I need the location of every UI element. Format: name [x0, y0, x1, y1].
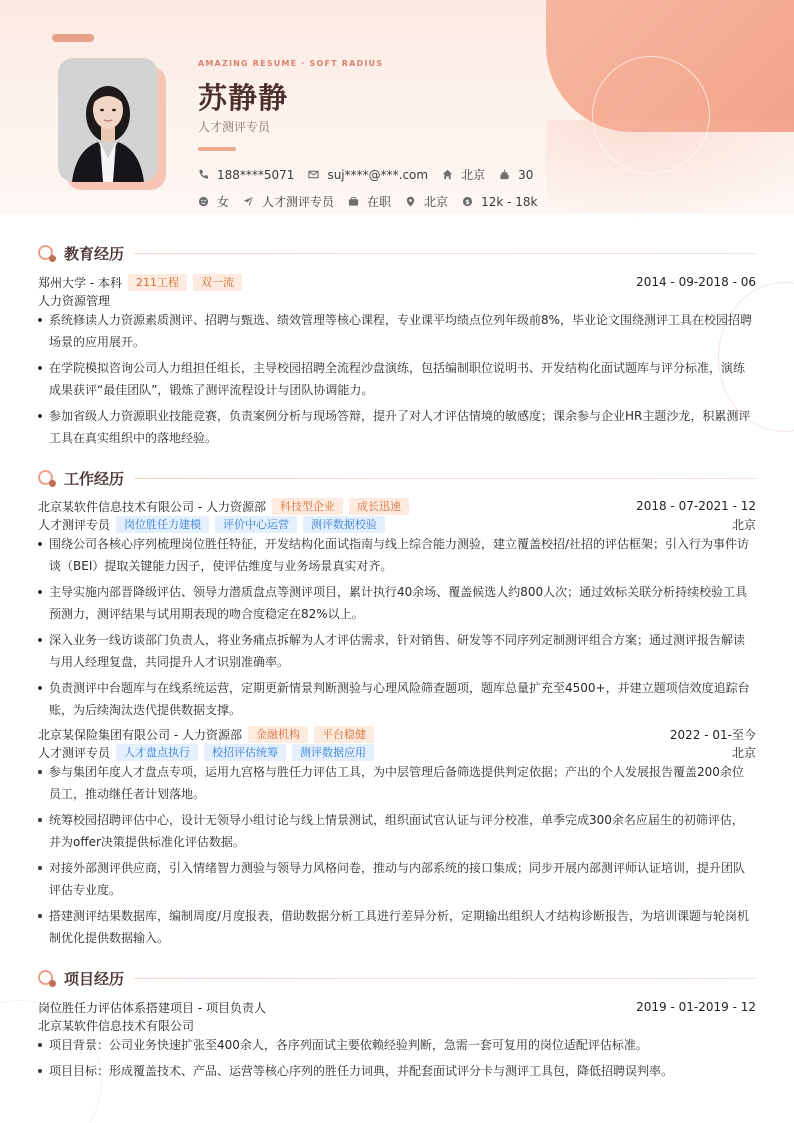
job-city: 北京: [731, 517, 756, 532]
company-name: 北京某软件信息技术有限公司 - 人力资源部: [38, 499, 266, 514]
salary-text: 12k - 18k: [481, 194, 538, 209]
job-bullet: 参与集团年度人才盘点专项，运用九宫格与胜任力评估工具，为中层管理后备筛选提供判定依据；产出的个人发展报告覆盖200余位员工，推动继任者计划落地。: [38, 761, 754, 805]
detail-row: [198, 193, 551, 210]
job-date: 2018 - 07-2021 - 12: [636, 499, 756, 513]
location-icon: [405, 196, 416, 207]
project-org: 北京某软件信息技术有限公司: [38, 1018, 195, 1033]
section-divider: [134, 978, 756, 979]
job-bullet: 搭建测评结果数据库，编制周度/月度报表，借助数据分析工具进行差异分析，定期输出组织人才结构诊断报告，为培训课题与轮岗机制优化提供数据输入。: [38, 905, 754, 949]
project-row: [38, 998, 756, 1016]
home-text: 北京: [461, 168, 486, 182]
project-org-row: [38, 1016, 756, 1034]
home-icon: [442, 169, 453, 180]
job-role-row: [38, 515, 756, 533]
detail-gender: [198, 193, 229, 210]
project-heading: 项目经历: [64, 969, 125, 988]
project-name: 岗位胜任力评估体系搭建项目 - 项目负责人: [38, 1000, 266, 1015]
salary-icon: [462, 196, 473, 207]
education-row: [38, 273, 756, 291]
job-bullet: 深入业务一线访谈部门负责人，将业务痛点拆解为人才评估需求，针对销售、研发等不同序列定制测评组合方案；通过测评报告解读与用人经理复盘，共同提升人才识别准确率。: [38, 629, 754, 673]
project-bullet: 项目背景：公司业务快速扩张至400余人，各序列面试主要依赖经验判断，急需一套可复用的岗位适配评估标准。: [38, 1034, 754, 1056]
company-tag: 科技型企业: [272, 498, 343, 515]
job-city: 北京: [731, 745, 756, 760]
section-icon: [38, 969, 56, 987]
company-name: 北京某保险集团有限公司 - 人力资源部: [38, 727, 242, 742]
contact-row: [198, 166, 547, 183]
job-bullet: 围绕公司各核心序列梳理岗位胜任特征，开发结构化面试指南与线上综合能力测验，建立覆盖校招/社招的评估框架；引入行为事件访谈（BEI）提取关键能力因子，使评估维度与业务场景真实对齐。: [38, 533, 754, 577]
detail-salary: [462, 195, 537, 209]
project-date: 2019 - 01-2019 - 12: [636, 1000, 756, 1014]
role-tag: 校招评估统筹: [204, 744, 286, 761]
job-role-row: [38, 743, 756, 761]
section-divider: [134, 253, 756, 254]
svg-text:$: $: [465, 197, 470, 206]
education-bullet: 参加省级人力资源职业技能竞赛，负责案例分析与现场答辩，提升了对人才评估情境的敏感度；课余参与企业HR主题沙龙，积累测评工具在真实组织中的落地经验。: [38, 405, 754, 449]
position-text: 人才测评专员: [262, 195, 335, 209]
candidate-title: 人才测评专员: [198, 120, 271, 134]
contact-phone: [198, 168, 294, 182]
header-decor-pill: [52, 34, 94, 42]
age-text: 30: [518, 167, 534, 182]
age-icon: [499, 169, 510, 180]
gender-text: 女: [217, 195, 230, 209]
project-section-header: [38, 968, 756, 988]
profile-photo: [58, 58, 158, 182]
school-name: 郑州大学 - 本科: [38, 275, 122, 290]
job-bullet: 对接外部测评供应商，引入情绪智力测验与领导力风格问卷，推动与内部系统的接口集成；同步开展内部测评师认证培训，提升团队评估专业度。: [38, 857, 754, 901]
candidate-name: 苏静静: [198, 81, 289, 115]
role-tag: 岗位胜任力建模: [116, 516, 209, 533]
education-heading: 教育经历: [64, 244, 125, 263]
work-section-header: [38, 468, 756, 488]
contact-home: [442, 166, 485, 183]
contact-age: [499, 168, 533, 182]
education-date: 2014 - 09-2018 - 06: [636, 275, 756, 289]
job-date: 2022 - 01-至今: [669, 727, 756, 742]
mail-icon: [308, 169, 319, 180]
header-decor-ring: [592, 56, 710, 174]
job-bullet: 主导实施内部晋降级评估、领导力潜质盘点等测评项目，累计执行40余场、覆盖候选人约800人次；通过效标关联分析持续校验工具预测力，测评结果与试用期表现的吻合度稳定在82%以上。: [38, 581, 754, 625]
role-tag: 测评数据应用: [292, 744, 374, 761]
resume-tagline: AMAZING RESUME · SOFT RADIUS: [198, 59, 384, 68]
company-tag: 成长迅速: [349, 498, 409, 515]
education-section-header: [38, 243, 756, 263]
section-divider: [134, 478, 756, 479]
phone-icon: [198, 169, 209, 180]
job-company-row: [38, 497, 756, 515]
avatar-illustration: [58, 58, 158, 182]
location-text: 北京: [424, 195, 449, 209]
section-icon: [38, 469, 56, 487]
status-text: 在职: [367, 195, 392, 209]
title-accent-line: [198, 147, 236, 151]
major-name: 人力资源管理: [38, 293, 111, 308]
role-tag: 人才盘点执行: [116, 744, 198, 761]
job-bullet: 负责测评中台题库与在线系统运营，定期更新情景判断测验与心理风险筛查题项，题库总量扩充至4500+，并建立题项信效度追踪台账，为后续淘汰迭代提供数据支撑。: [38, 677, 754, 721]
school-tag: 211工程: [128, 274, 187, 291]
job-role: 人才测评专员: [38, 517, 111, 532]
role-tag: 测评数据校验: [303, 516, 385, 533]
gender-icon: [198, 196, 209, 207]
send-icon: [243, 196, 254, 207]
email-text: suj****@***.com: [327, 167, 429, 182]
major-row: [38, 291, 756, 309]
school-tag: 双一流: [193, 274, 242, 291]
detail-location: [405, 193, 448, 210]
project-bullet: 项目目标：形成覆盖技术、产品、运营等核心序列的胜任力词典，并配套面试评分卡与测评工具包，降低招聘误判率。: [38, 1060, 754, 1082]
detail-status: [348, 193, 391, 210]
phone-text: 188****5071: [217, 167, 295, 182]
briefcase-icon: [348, 196, 359, 207]
education-bullet: 系统修读人力资源素质测评、招聘与甄选、绩效管理等核心课程，专业课平均绩点位列年级前8%，毕业论文围绕测评工具在校园招聘场景的应用展开。: [38, 309, 754, 353]
job-company-row: [38, 725, 756, 743]
detail-position: [243, 193, 334, 210]
education-bullet: 在学院模拟咨询公司人力组担任组长，主导校园招聘全流程沙盘演练，包括编制职位说明书、开发结构化面试题库与评分标准，演练成果获评“最佳团队”，锻炼了测评流程设计与团队协调能力。: [38, 357, 754, 401]
contact-email: [308, 168, 428, 182]
company-tag: 金融机构: [248, 726, 308, 743]
company-tag: 平台稳健: [314, 726, 374, 743]
job-role: 人才测评专员: [38, 745, 111, 760]
work-heading: 工作经历: [64, 469, 125, 488]
role-tag: 评价中心运营: [215, 516, 297, 533]
job-bullet: 统筹校园招聘评估中心，设计无领导小组讨论与线上情景测试，组织面试官认证与评分校准，单季完成300余名应届生的初筛评估，并为offer决策提供标准化评估数据。: [38, 809, 754, 853]
section-icon: [38, 244, 56, 262]
